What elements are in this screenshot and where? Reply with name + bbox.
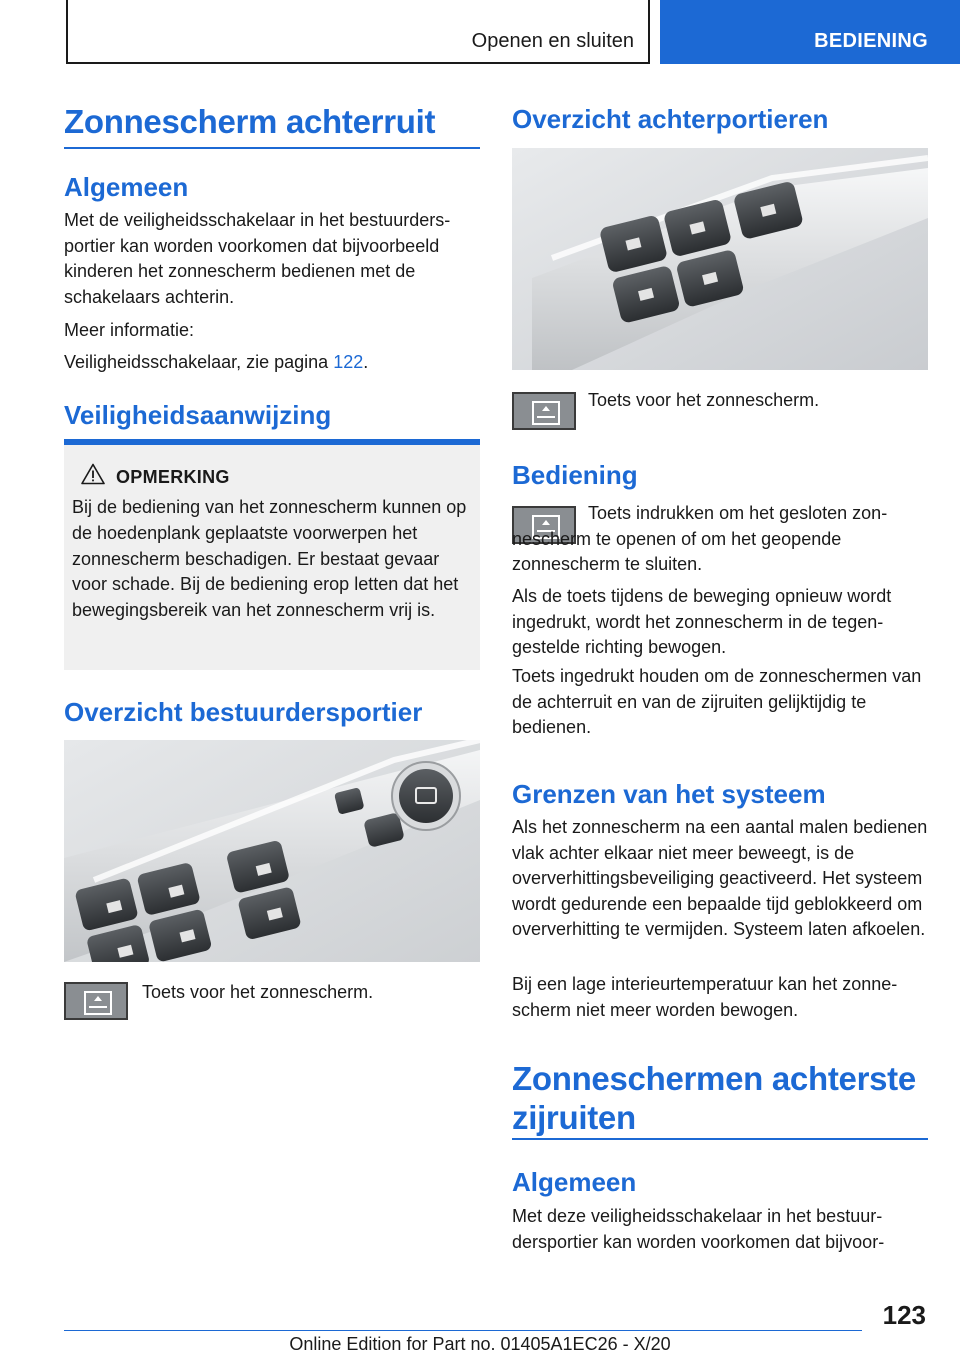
header-section-box xyxy=(660,0,960,64)
side-shades-title: Zonneschermen achterste zijruiten xyxy=(512,1060,916,1136)
page-reference-link[interactable]: 122 xyxy=(333,352,364,372)
limits-heading: Grenzen van het systeem xyxy=(512,779,826,809)
operation-text-2: Als de toets tijdens de beweging opnieuw wordt ingedrukt, wordt het zonnescherm in de tegengestelde richting bewogen. xyxy=(512,586,892,657)
section-title: BEDIENING xyxy=(814,30,928,52)
warning-triangle-icon xyxy=(81,463,105,485)
page-number: 123 xyxy=(882,1300,926,1330)
more-info-text: Meer informatie: xyxy=(64,320,195,340)
reference-line xyxy=(64,350,480,376)
notice-text: Bij de bediening van het zonnescherm kunnen op de hoedenplank geplaatste voorwerpen het zonnescherm beschadigen. Er bestaat gevaar voor schade. Bij de bediening erop letten dat het bewegingsbereik van het zonnescherm vrij is. xyxy=(72,497,467,621)
limits-text-2: Bij een lage interieurtemperatuur kan het zonnescherm niet meer worden bewogen. xyxy=(512,974,898,1020)
limits-text-1: Als het zonnescherm na een aantal malen bedienen vlak achter elkaar niet meer beweegt, is de oververhittingsbeveiliging geactiveerd. Het systeem wordt gedurende een bepaalde tijd geblokkeerd om oververhitting te vermijden. Systeem laten afkoelen. xyxy=(512,817,928,939)
side-general-heading: Algemeen xyxy=(512,1167,637,1197)
general-text: Met de veiligheidsschakelaar in het bestuurdersportier kan worden voorkomen dat bijvoorbeeld kinderen het zonnescherm bedienen met de schakelaars achterin. xyxy=(64,210,451,307)
rear-door-switch-photo xyxy=(512,148,928,370)
operation-text-3: Toets ingedrukt houden om de zonneschermen van de achterruit en van de zijruiten gelijktijdig te bedienen. xyxy=(512,666,922,737)
rear-doors-heading: Overzicht achterportieren xyxy=(512,104,829,134)
title-rule xyxy=(64,147,480,149)
operation-text-1: Toets indrukken om het gesloten zonnescherm te openen of om het geopende zonnescherm te sluiten. xyxy=(512,503,888,574)
sunshade-key-icon xyxy=(512,392,576,430)
footer-rule xyxy=(64,1330,862,1331)
reference-prefix: Veiligheidsschakelaar, zie pagina xyxy=(64,352,334,372)
sunshade-key-icon xyxy=(64,982,128,1020)
edition-text: Online Edition for Part no. 01405A1EC26 - X/20 xyxy=(289,1334,671,1354)
notice-box xyxy=(64,439,480,670)
driver-door-heading: Overzicht bestuurdersportier xyxy=(64,697,423,727)
side-general-text: Met deze veiligheidsschakelaar in het bestuurdersportier kan worden voorkomen dat bijvoor- xyxy=(512,1206,885,1252)
page-title: Zonnescherm achterruit xyxy=(64,103,436,140)
chapter-title: Openen en sluiten xyxy=(471,30,634,52)
driver-key-caption: Toets voor het zonnescherm. xyxy=(142,982,374,1002)
safety-heading: Veiligheidsaanwijzing xyxy=(64,400,332,430)
operation-heading: Bediening xyxy=(512,460,638,490)
rear-key-caption: Toets voor het zonnescherm. xyxy=(588,390,820,410)
driver-door-switch-photo xyxy=(64,740,480,962)
general-heading: Algemeen xyxy=(64,172,189,202)
reference-suffix: . xyxy=(363,352,369,372)
side-title-rule xyxy=(512,1138,928,1140)
notice-title: OPMERKING xyxy=(116,467,230,487)
header-chapter-box xyxy=(66,0,650,64)
